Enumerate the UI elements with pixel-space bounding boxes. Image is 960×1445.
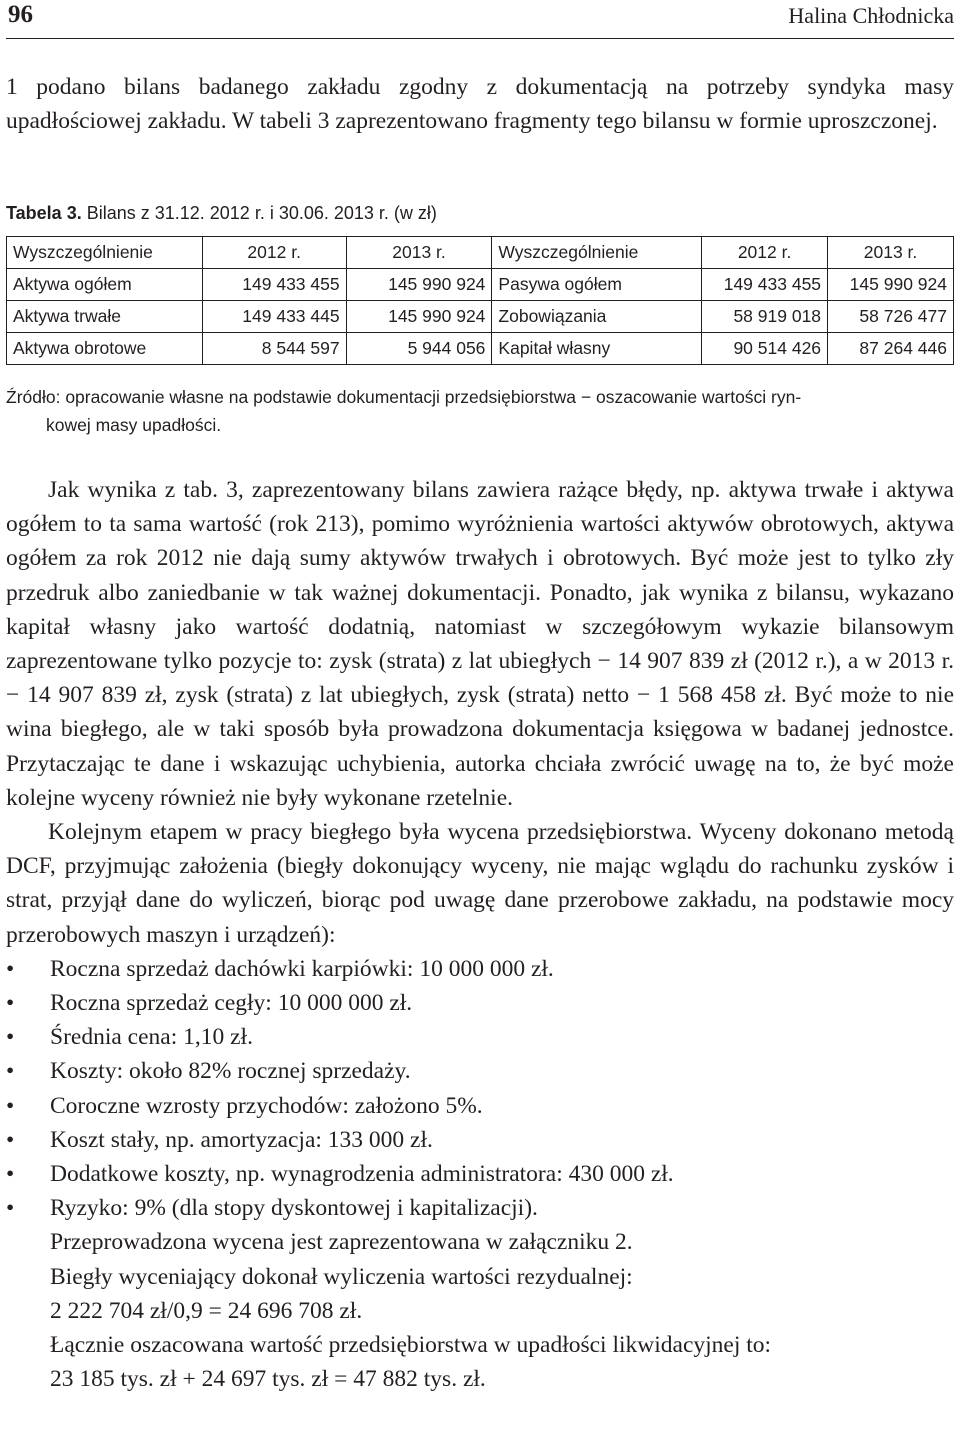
list-item-text: Coroczne wzrosty przychodów: założono 5%.: [50, 1092, 483, 1119]
header-cell: 2012 r.: [202, 237, 346, 269]
body-paragraph: Jak wynika z tab. 3, zaprezentowany bilans zawiera rażące błędy, np. aktywa trwałe i aktywa ogółem to ta sama wartość (rok 213), pomimo wyróżnienia wartości aktywów obrotowych, aktywa ogółem za rok 2012 nie dają sumy aktywów trwałych i obrotowych. Być może jest to tylko zły przedruk albo zaniedbanie w tak ważnej dokumentacji. Ponadto, jak wynika z bilansu, wykazano kapitał własny jako wartość dodatnią, natomiast w szczegółowym wykazie bilansowym zaprezentowane tylko pozycje to: zysk (strata) z lat ubiegłych − 14 907 839 zł (2012 r.), a w 2013 r. − 14 907 839 zł, zysk (strata) z lat ubiegłych, zysk (strata) netto − 1 568 458 zł. Być może to nie wina biegłego, ale w taki sposób była prowadzona dokumentacja księgowa w badanej jednostce. Przytaczając te dane i wskazując uchybienia, autorka chciała zwrócić uwagę na to, że być może kolejne wyceny również nie były wykonane rzetelnie.: [6, 477, 954, 811]
table-cell: 145 990 924: [346, 269, 492, 301]
table-cell: 145 990 924: [828, 269, 954, 301]
page-header: [6, 0, 954, 39]
list-item: [6, 1089, 954, 1123]
intro-paragraph: 1 podano bilans badanego zakładu zgodny z dokumentacją na potrzeby syndyka masy upadłościowej zakładu. W tabeli 3 zaprezentowano fragmenty tego bilansu w formie uproszczonej.: [6, 74, 954, 134]
list-item-text: Dodatkowe koszty, np. wynagrodzenia administratora: 430 000 zł.: [50, 1161, 674, 1188]
table-row: [7, 333, 954, 365]
list-item: [6, 986, 954, 1020]
table-cell: Zobowiązania: [492, 301, 702, 333]
page-number: 96: [8, 1, 33, 28]
table-cell: 58 919 018: [702, 301, 828, 333]
bullet-icon: •: [6, 1092, 15, 1119]
bullet-icon: •: [6, 990, 15, 1017]
header-cell: Wyszczególnienie: [492, 237, 702, 269]
assumptions-list: [6, 952, 954, 1226]
list-item: [6, 1123, 954, 1157]
list-item: [6, 1054, 954, 1088]
bullet-icon: •: [6, 1058, 15, 1085]
table-row: [7, 301, 954, 333]
table-cell: 90 514 426: [702, 333, 828, 365]
table-caption: [6, 200, 437, 226]
table-caption-text: Bilans z 31.12. 2012 r. i 30.06. 2013 r. (w zł): [81, 203, 437, 223]
list-item: [6, 1157, 954, 1191]
table-cell: 58 726 477: [828, 301, 954, 333]
list-item-text: Koszty: około 82% rocznej sprzedaży.: [50, 1058, 411, 1085]
table-header-row: [7, 237, 954, 269]
header-cell: 2012 r.: [702, 237, 828, 269]
bullet-icon: •: [6, 1161, 15, 1188]
list-item: [6, 1191, 954, 1225]
closing-line: Przeprowadzona wycena jest zaprezentowana w załączniku 2.: [50, 1229, 633, 1256]
bullet-icon: •: [6, 1195, 15, 1222]
table-cell: Aktywa trwałe: [7, 301, 203, 333]
closing-line: Biegły wyceniający dokonał wyliczenia wartości rezydualnej:: [50, 1263, 633, 1290]
bullet-icon: •: [6, 1126, 15, 1153]
table-cell: 145 990 924: [346, 301, 492, 333]
table-cell: Kapitał własny: [492, 333, 702, 365]
table-cell: Pasywa ogółem: [492, 269, 702, 301]
table-cell: 5 944 056: [346, 333, 492, 365]
list-item-text: Roczna sprzedaż dachówki karpiówki: 10 000 000 zł.: [50, 955, 554, 982]
table-cell: 87 264 446: [828, 333, 954, 365]
closing-line: 2 222 704 zł/0,9 = 24 696 708 zł.: [50, 1297, 363, 1324]
table-cell: Aktywa obrotowe: [7, 333, 203, 365]
header-cell: 2013 r.: [346, 237, 492, 269]
running-head-author: Halina Chłodnicka: [788, 3, 954, 28]
closing-line: 23 185 tys. zł + 24 697 tys. zł = 47 882 tys. zł.: [50, 1366, 486, 1393]
bullet-icon: •: [6, 955, 15, 982]
table-cell: 149 433 455: [202, 269, 346, 301]
bullet-icon: •: [6, 1024, 15, 1051]
header-cell: Wyszczególnienie: [7, 237, 203, 269]
table-cell: 8 544 597: [202, 333, 346, 365]
source-line-1: Źródło: opracowanie własne na podstawie dokumentacji przedsiębiorstwa − oszacowanie wartości ryn-: [6, 387, 802, 407]
list-item-text: Ryzyko: 9% (dla stopy dyskontowej i kapitalizacji).: [50, 1195, 538, 1222]
table-source-note: [6, 383, 954, 439]
list-item: [6, 952, 954, 986]
list-item-text: Roczna sprzedaż cegły: 10 000 000 zł.: [50, 990, 413, 1017]
list-item-text: Średnia cena: 1,10 zł.: [50, 1024, 253, 1051]
table-cell: Aktywa ogółem: [7, 269, 203, 301]
closing-line: Łącznie oszacowana wartość przedsiębiorstwa w upadłości likwidacyjnej to:: [50, 1332, 772, 1359]
table-caption-label: Tabela 3.: [6, 203, 82, 223]
list-item: [6, 1020, 954, 1054]
header-cell: 2013 r.: [828, 237, 954, 269]
body-paragraph: Kolejnym etapem w pracy biegłego była wycena przedsiębiorstwa. Wyceny dokonano metodą DCF, przyjmując założenia (biegły dokonujący wyceny, nie mając wglądu do rachunku zysków i strat, przyjął dane do wyliczeń, biorąc pod uwagę dane przerobowe zakładu, na podstawie mocy przerobowych maszyn i urządzeń):: [6, 819, 954, 948]
source-line-2: kowej masy upadłości.: [46, 415, 222, 435]
list-item-text: Koszt stały, np. amortyzacja: 133 000 zł.: [50, 1126, 433, 1153]
table-cell: 149 433 445: [202, 301, 346, 333]
table-row: [7, 269, 954, 301]
balance-table: [6, 236, 954, 365]
body-text: [6, 473, 954, 1396]
table-cell: 149 433 455: [702, 269, 828, 301]
